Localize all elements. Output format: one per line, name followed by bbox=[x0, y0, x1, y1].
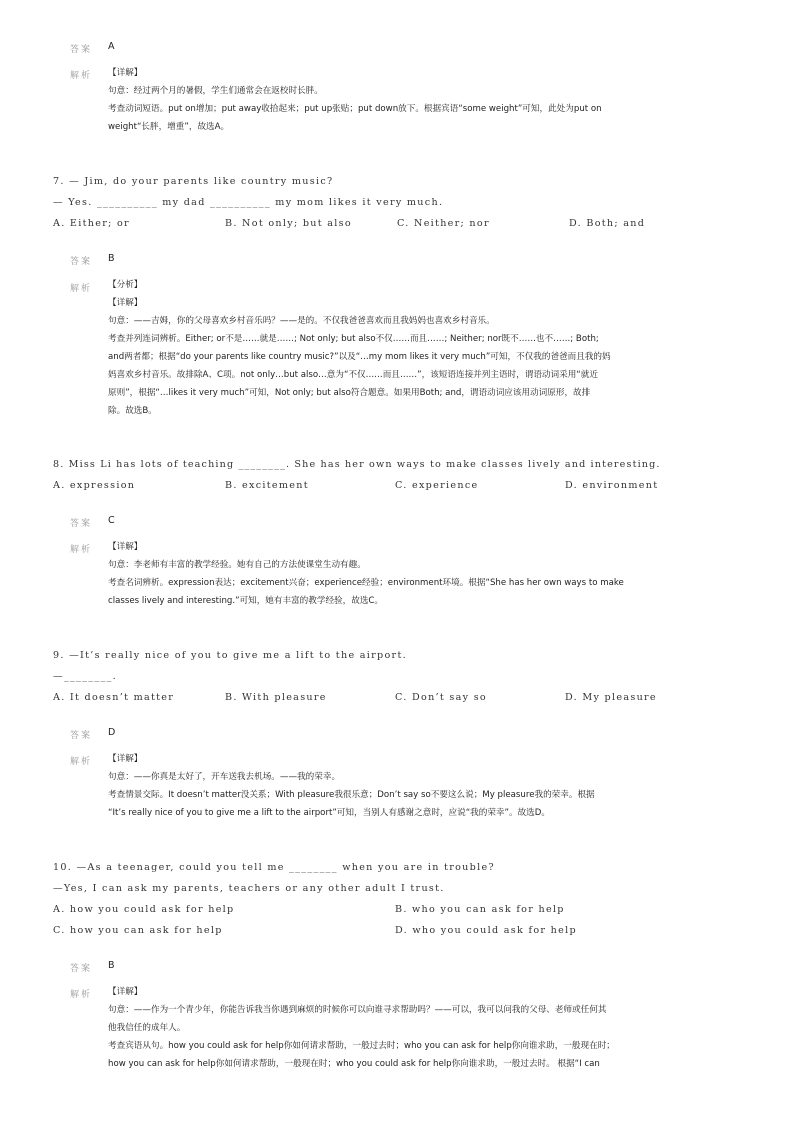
analysis-label: 解析 bbox=[70, 284, 93, 294]
option-a: A. Either; or bbox=[53, 218, 130, 229]
answer-label: 答案 bbox=[70, 257, 93, 267]
analysis-line: classes lively and interesting.”可知，她有丰富的教学经验，故选C。 bbox=[108, 596, 384, 606]
analysis-line: 【详解】 bbox=[108, 987, 143, 997]
option-d: D. My pleasure bbox=[565, 692, 657, 703]
option-d: D. Both; and bbox=[569, 218, 646, 229]
question-7-line-1: 7. — Jim, do your parents like country music? bbox=[53, 176, 334, 187]
analysis-line: 除。故选B。 bbox=[108, 406, 157, 416]
question-9-line-2: —________. bbox=[53, 671, 118, 682]
analysis-line: 【详解】 bbox=[108, 298, 143, 308]
option-b: B. who you can ask for help bbox=[395, 904, 565, 915]
option-a: A. It doesn’t matter bbox=[53, 692, 175, 703]
analysis-line: 考查名词辨析。expression表达；excitement兴奋；experience经验；environment环境。根据“She has her own ways to make bbox=[108, 578, 624, 588]
answer-label: 答案 bbox=[70, 964, 93, 974]
analysis-line: 句意：——作为一个青少年，你能告诉我当你遇到麻烦的时候你可以向谁寻求帮助吗？——可以，我可以问我的父母、老师或任何其 bbox=[108, 1005, 607, 1015]
analysis-text bbox=[108, 750, 595, 822]
analysis-line: 【详解】 bbox=[108, 68, 143, 78]
answer-label: 答案 bbox=[70, 731, 93, 741]
question-10-line-2: —Yes, I can ask my parents, teachers or any other adult I trust. bbox=[53, 883, 445, 894]
analysis-line: 考查并列连词辨析。Either; or不是……就是……; Not only; but also不仅……而且……; Neither; nor既不……也不……; Both; bbox=[108, 334, 599, 344]
analysis-line: and两者都；根据“do your parents like country music?”以及“…my mom likes it very much”可知，不仅我的爸爸而且我的妈 bbox=[108, 352, 611, 362]
question-8-line-1: 8. Miss Li has lots of teaching ________. She has her own ways to make classes lively and interesting. bbox=[53, 459, 661, 470]
question-7-line-2: — Yes. __________ my dad __________ my mom likes it very much. bbox=[53, 197, 444, 208]
analysis-line: 句意：李老师有丰富的教学经验。她有自己的方法使课堂生动有趣。 bbox=[108, 560, 366, 570]
option-b: B. With pleasure bbox=[225, 692, 327, 703]
question-10-line-1: 10. —As a teenager, could you tell me ________ when you are in trouble? bbox=[53, 862, 495, 873]
analysis-text bbox=[108, 983, 615, 1073]
analysis-line: weight“长胖，增重”，故选A。 bbox=[108, 122, 230, 132]
option-c: C. Neither; nor bbox=[397, 218, 490, 229]
answer-value: D bbox=[108, 727, 116, 738]
analysis-line: 他我信任的成年人。 bbox=[108, 1023, 186, 1033]
option-b: B. excitement bbox=[225, 480, 309, 491]
answer-value: C bbox=[108, 515, 115, 526]
answer-value: B bbox=[108, 253, 115, 264]
analysis-label: 解析 bbox=[70, 990, 93, 1000]
option-a: A. expression bbox=[53, 480, 136, 491]
analysis-line: 原则”，根据“…likes it very much”可知，Not only; but also符合题意。如果用Both; and，谓语动词应该用动词原形，故排 bbox=[108, 388, 591, 398]
option-d: D. environment bbox=[565, 480, 659, 491]
option-b: B. Not only; but also bbox=[225, 218, 352, 229]
analysis-line: 【详解】 bbox=[108, 542, 143, 552]
answer-value: B bbox=[108, 960, 115, 971]
answer-label: 答案 bbox=[70, 45, 93, 55]
analysis-line: 句意：——你真是太好了，开车送我去机场。——我的荣幸。 bbox=[108, 772, 341, 782]
analysis-line: 【分析】 bbox=[108, 280, 143, 290]
analysis-line: “It’s really nice of you to give me a lift to the airport”可知，当别人有感谢之意时，应说“我的荣幸”。故选D。 bbox=[108, 808, 550, 818]
analysis-line: 妈喜欢乡村音乐。故排除A、C项。not only…but also…意为“不仅……而且……”，该短语连接并列主语时，谓语动词采用“就近 bbox=[108, 370, 598, 380]
analysis-label: 解析 bbox=[70, 757, 93, 767]
answer-label: 答案 bbox=[70, 519, 93, 529]
analysis-label: 解析 bbox=[70, 71, 93, 81]
analysis-line: 句意：——吉姆，你的父母喜欢乡村音乐吗？——是的。不仅我爸爸喜欢而且我妈妈也喜欢乡村音乐。 bbox=[108, 316, 495, 326]
question-9-line-1: 9. —It’s really nice of you to give me a lift to the airport. bbox=[53, 650, 407, 661]
analysis-line: 【详解】 bbox=[108, 754, 143, 764]
analysis-line: 考查动词短语。put on增加；put away收拾起来；put up张贴；put down放下。根据宾语“some weight”可知，此处为put on bbox=[108, 104, 602, 114]
analysis-line: 考查情景交际。It doesn’t matter没关系；With pleasure我很乐意；Don’t say so不要这么说；My pleasure我的荣幸。根据 bbox=[108, 790, 595, 800]
option-c: C. Don’t say so bbox=[395, 692, 488, 703]
analysis-text bbox=[108, 64, 602, 136]
option-d: D. who you could ask for help bbox=[395, 925, 577, 936]
answer-value: A bbox=[108, 41, 115, 52]
analysis-line: 考查宾语从句。how you could ask for help你如何请求帮助，一般过去时；who you can ask for help你向谁求助，一般现在时； bbox=[108, 1041, 615, 1051]
analysis-line: 句意：经过两个月的暑假，学生们通常会在返校时长胖。 bbox=[108, 86, 323, 96]
analysis-text bbox=[108, 276, 611, 420]
option-c: C. how you can ask for help bbox=[53, 925, 223, 936]
analysis-text bbox=[108, 538, 624, 610]
option-a: A. how you could ask for help bbox=[53, 904, 235, 915]
option-c: C. experience bbox=[395, 480, 479, 491]
analysis-line: how you can ask for help你如何请求帮助，一般现在时；who you could ask for help你向谁求助，一般过去时。 根据“I can bbox=[108, 1059, 600, 1069]
analysis-label: 解析 bbox=[70, 545, 93, 555]
